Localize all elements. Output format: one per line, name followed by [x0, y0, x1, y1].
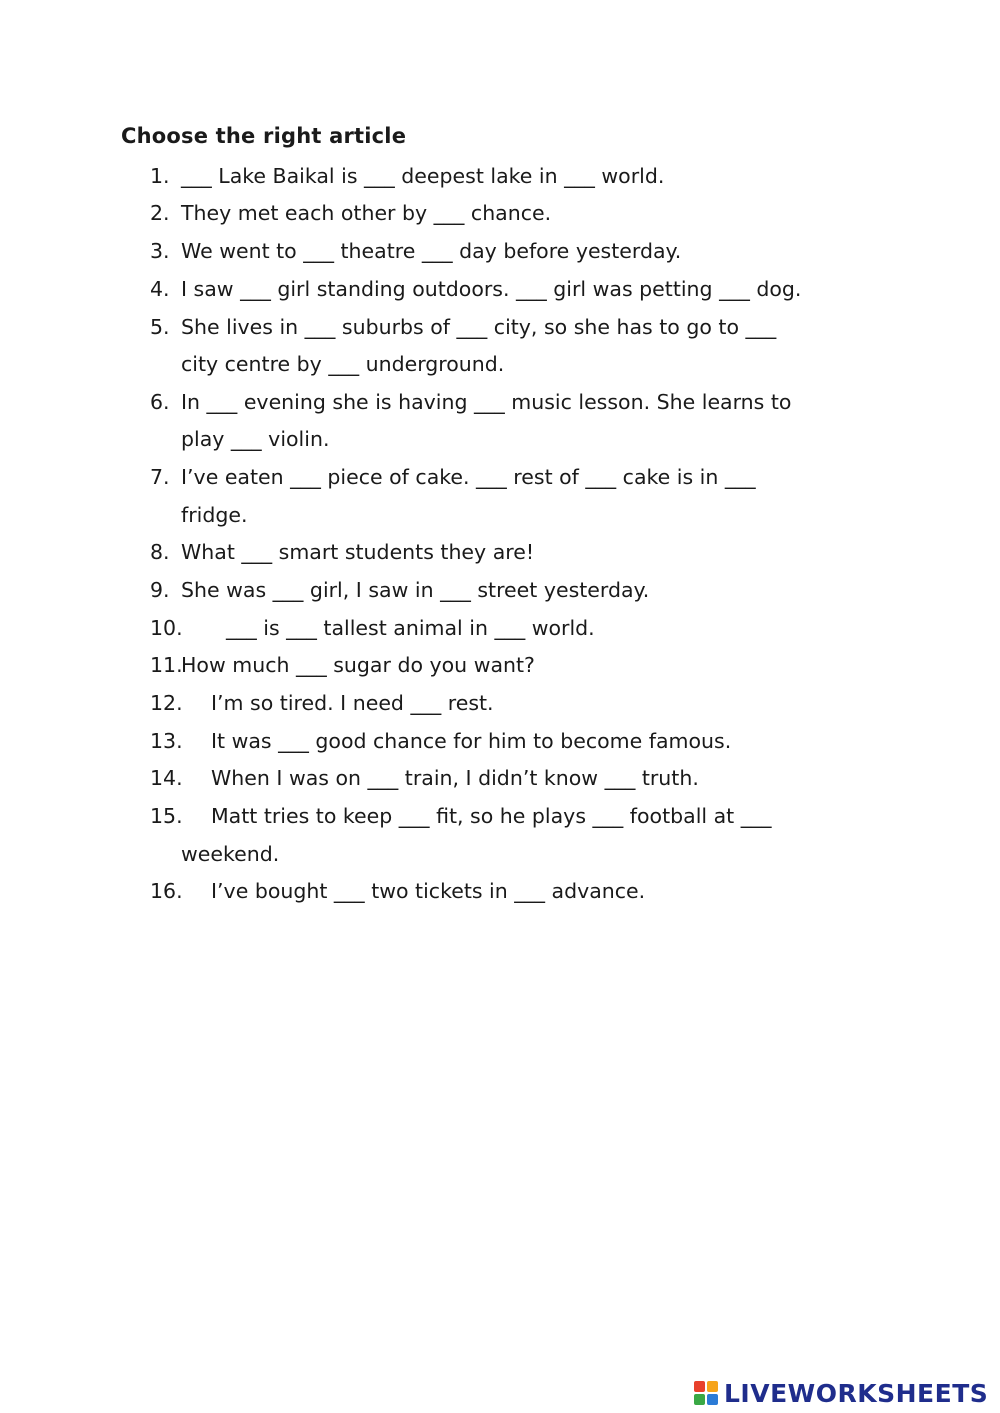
logo-tile: [694, 1394, 705, 1405]
item-number: 13.: [150, 729, 183, 753]
item-text: city centre by ___ underground.: [181, 352, 505, 376]
logo-tile: [707, 1381, 718, 1392]
item-number: 12.: [150, 691, 183, 715]
item-number: 15.: [150, 804, 183, 828]
item-text: weekend.: [181, 842, 280, 866]
logo-tile: [707, 1394, 718, 1405]
item-text: It was ___ good chance for him to become famous.: [211, 729, 732, 753]
item-text: I saw ___ girl standing outdoors. ___ girl was petting ___ dog.: [181, 277, 802, 301]
item-number: 10.: [150, 616, 183, 640]
item-text: play ___ violin.: [181, 427, 330, 451]
item-text: ___ is ___ tallest animal in ___ world.: [226, 616, 595, 640]
item-text: I’ve eaten ___ piece of cake. ___ rest of ___ cake is in ___: [181, 465, 756, 489]
item-text: They met each other by ___ chance.: [181, 201, 552, 225]
item-text: She was ___ girl, I saw in ___ street yesterday.: [181, 578, 650, 602]
item-number: 14.: [150, 766, 183, 790]
item-number: 16.: [150, 879, 183, 903]
item-text: ___ Lake Baikal is ___ deepest lake in ___ world.: [181, 164, 665, 188]
liveworksheets-logo-icon: [694, 1381, 718, 1405]
logo-tile: [694, 1381, 705, 1392]
item-number: 3.: [150, 239, 170, 263]
item-number: 8.: [150, 540, 170, 564]
item-number: 7.: [150, 465, 170, 489]
item-text: She lives in ___ suburbs of ___ city, so she has to go to ___: [181, 315, 777, 339]
item-text: In ___ evening she is having ___ music lesson. She learns to: [181, 390, 792, 414]
item-text: We went to ___ theatre ___ day before yesterday.: [181, 239, 682, 263]
item-text: What ___ smart students they are!: [181, 540, 535, 564]
logo-text: LIVEWORKSHEETS: [724, 1378, 989, 1408]
item-text: I’m so tired. I need ___ rest.: [211, 691, 494, 715]
item-text: When I was on ___ train, I didn’t know ___ truth.: [211, 766, 699, 790]
item-number: 9.: [150, 578, 170, 602]
item-number: 11.: [150, 653, 183, 677]
item-text: fridge.: [181, 503, 248, 527]
item-number: 1.: [150, 164, 170, 188]
item-text: Matt tries to keep ___ fit, so he plays ___ football at ___: [211, 804, 772, 828]
worksheet-title: Choose the right article: [121, 124, 407, 148]
item-number: 6.: [150, 390, 170, 414]
item-text: I’ve bought ___ two tickets in ___ advance.: [211, 879, 646, 903]
liveworksheets-logo: [694, 1374, 988, 1412]
item-number: 2.: [150, 201, 170, 225]
item-number: 5.: [150, 315, 170, 339]
item-number: 4.: [150, 277, 170, 301]
item-text: How much ___ sugar do you want?: [181, 653, 535, 677]
